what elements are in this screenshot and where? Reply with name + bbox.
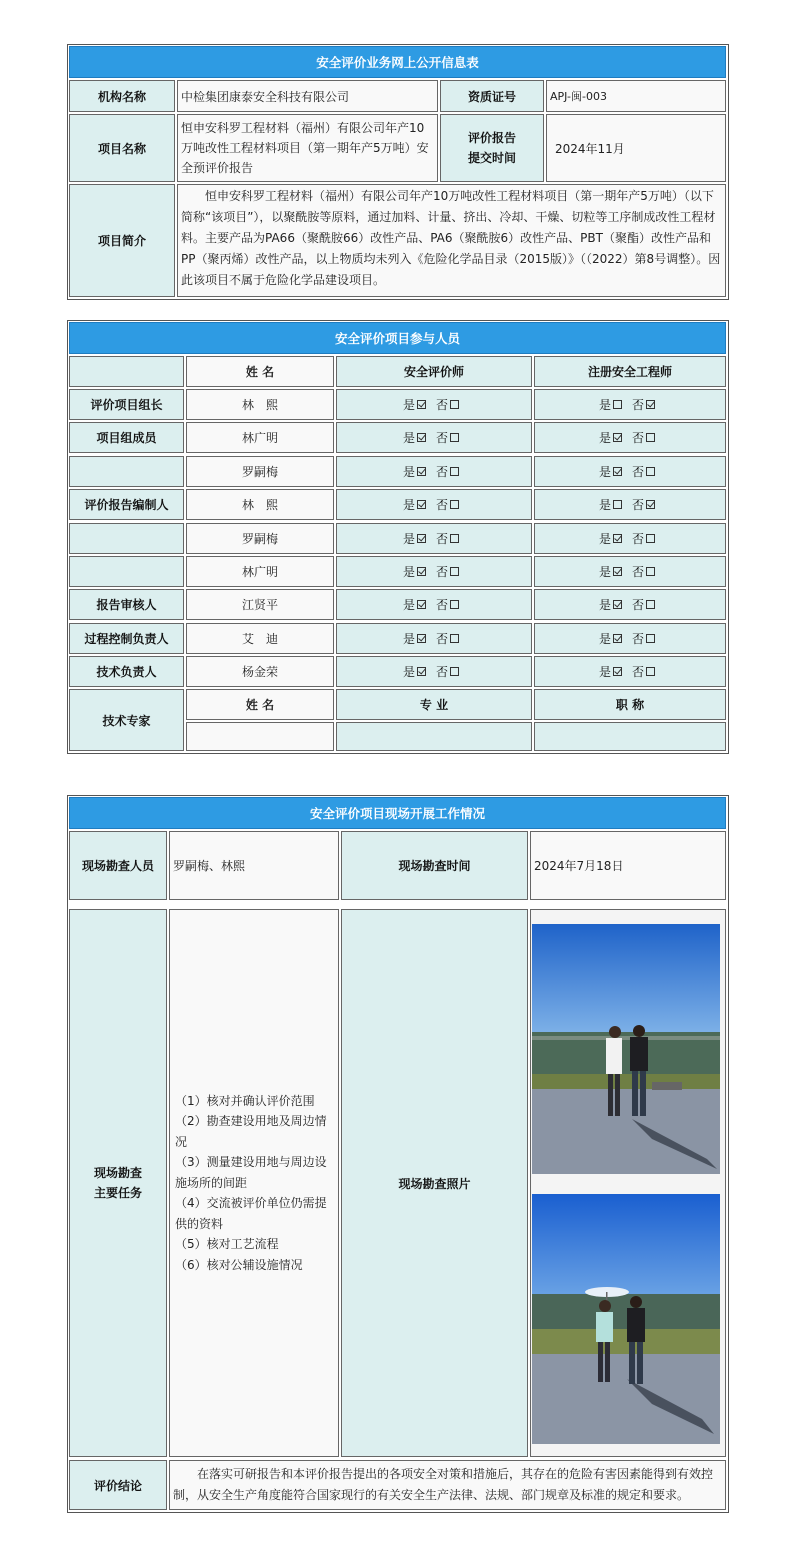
engineer-no-option bbox=[632, 496, 661, 513]
intro-text: 恒申安科罗工程材料（福州）有限公司年产10万吨改性工程材料项目（第一期年产5万吨）（以下简称“该项目”），以聚酰胺等原料，通过加料、计量、挤出、冷却、干燥、切粒等工序制成改性工程材料。主要产品为PA66（聚酰胺66）改性产品、PA6（聚酰胺6）改性产品、PBT（聚酯）改性产品和PP（聚丙烯）改性产品，以上物质均未列入《危险化学品目录（2015版）》（（2022）第8号调整）。因此该项目不属于危险化学品建设项目。 bbox=[181, 189, 721, 287]
assessor-no-option bbox=[436, 496, 465, 513]
photo-label: 现场勘查照片 bbox=[341, 909, 528, 1457]
empty-box-icon bbox=[450, 500, 459, 509]
task-items bbox=[173, 1091, 335, 1276]
engineer-yes-text: 是 bbox=[598, 431, 611, 445]
checked-box-icon bbox=[417, 667, 426, 676]
checked-box-icon bbox=[417, 467, 426, 476]
empty-box-icon bbox=[450, 467, 459, 476]
checked-box-icon bbox=[613, 467, 622, 476]
staff-engineer-cell bbox=[534, 389, 726, 420]
assessor-no-option bbox=[436, 463, 465, 480]
staff-table bbox=[67, 320, 729, 754]
staff-engineer-cell bbox=[534, 456, 726, 487]
expert-col-name: 姓 名 bbox=[186, 689, 334, 720]
engineer-no-option bbox=[632, 396, 661, 413]
engineer-yes-option bbox=[599, 596, 628, 613]
assessor-no-text: 否 bbox=[436, 632, 449, 646]
staff-engineer-cell bbox=[534, 623, 726, 654]
task-label bbox=[69, 909, 167, 1457]
staff-header-blank bbox=[69, 356, 184, 387]
task-item: （1）核对并确认评价范围 bbox=[175, 1093, 315, 1108]
staff-name: 林 熙 bbox=[186, 389, 334, 420]
cert-value: APJ-闽-003 bbox=[546, 80, 726, 112]
staff-engineer-cell bbox=[534, 556, 726, 587]
staff-engineer-cell bbox=[534, 422, 726, 453]
staff-role: 过程控制负责人 bbox=[69, 623, 184, 654]
checked-box-icon bbox=[417, 534, 426, 543]
task-list bbox=[169, 909, 339, 1457]
assessor-yes-text: 是 bbox=[402, 598, 415, 612]
task-label-line2: 主要任务 bbox=[93, 1186, 142, 1200]
engineer-no-text: 否 bbox=[632, 532, 645, 546]
intro-label: 项目简介 bbox=[69, 184, 175, 297]
engineer-no-option bbox=[632, 563, 661, 580]
staff-role: 技术负责人 bbox=[69, 656, 184, 687]
empty-box-icon bbox=[646, 667, 655, 676]
empty-box-icon bbox=[450, 667, 459, 676]
staff-col-name: 姓 名 bbox=[186, 356, 334, 387]
empty-box-icon bbox=[450, 400, 459, 409]
staff-role bbox=[69, 523, 184, 554]
staff-col-assessor: 安全评价师 bbox=[336, 356, 532, 387]
engineer-yes-text: 是 bbox=[598, 532, 611, 546]
engineer-yes-option bbox=[599, 663, 628, 680]
assessor-yes-text: 是 bbox=[402, 665, 415, 679]
site-table bbox=[67, 795, 729, 1513]
assessor-no-text: 否 bbox=[436, 431, 449, 445]
project-label: 项目名称 bbox=[69, 114, 175, 182]
assessor-yes-option bbox=[403, 630, 432, 647]
engineer-yes-text: 是 bbox=[598, 398, 611, 412]
expert-title-empty bbox=[534, 722, 726, 751]
staff-name: 罗嗣梅 bbox=[186, 523, 334, 554]
assessor-yes-option bbox=[403, 496, 432, 513]
engineer-yes-text: 是 bbox=[598, 498, 611, 512]
staff-role: 评价报告编制人 bbox=[69, 489, 184, 520]
assessor-yes-text: 是 bbox=[402, 431, 415, 445]
submit-value: 2024年11月 bbox=[546, 114, 726, 182]
staff-assessor-cell bbox=[336, 422, 532, 453]
checked-box-icon bbox=[417, 400, 426, 409]
empty-box-icon bbox=[450, 433, 459, 442]
assessor-yes-option bbox=[403, 563, 432, 580]
assessor-yes-text: 是 bbox=[402, 632, 415, 646]
empty-box-icon bbox=[450, 534, 459, 543]
engineer-yes-text: 是 bbox=[598, 632, 611, 646]
cert-label: 资质证号 bbox=[440, 80, 544, 112]
site-table-title: 安全评价项目现场开展工作情况 bbox=[69, 797, 726, 829]
staff-role bbox=[69, 556, 184, 587]
assessor-no-text: 否 bbox=[436, 565, 449, 579]
assessor-no-option bbox=[436, 563, 465, 580]
checked-box-icon bbox=[613, 534, 622, 543]
conclusion-text: 在落实可研报告和本评价报告提出的各项安全对策和措施后，其存在的危险有害因素能得到有效控制，从安全生产角度能符合国家现行的有关安全生产法律、法规、部门规章及标准的规定和要求。 bbox=[173, 1467, 714, 1502]
empty-box-icon bbox=[646, 600, 655, 609]
assessor-no-text: 否 bbox=[436, 398, 449, 412]
assessor-no-text: 否 bbox=[436, 598, 449, 612]
expert-label: 技术专家 bbox=[69, 689, 184, 751]
engineer-no-option bbox=[632, 630, 661, 647]
survey-time-label: 现场勘查时间 bbox=[341, 831, 528, 900]
staff-name: 江贤平 bbox=[186, 589, 334, 620]
staff-engineer-cell bbox=[534, 489, 726, 520]
engineer-yes-text: 是 bbox=[598, 465, 611, 479]
submit-label-line1: 评价报告 bbox=[467, 131, 516, 145]
empty-box-icon bbox=[646, 634, 655, 643]
intro-value bbox=[177, 184, 726, 297]
assessor-yes-text: 是 bbox=[402, 398, 415, 412]
staff-role: 项目组成员 bbox=[69, 422, 184, 453]
checked-box-icon bbox=[646, 400, 655, 409]
empty-box-icon bbox=[450, 600, 459, 609]
assessor-no-option bbox=[436, 429, 465, 446]
checked-box-icon bbox=[613, 634, 622, 643]
engineer-yes-option bbox=[599, 429, 628, 446]
checked-box-icon bbox=[417, 600, 426, 609]
staff-assessor-cell bbox=[336, 656, 532, 687]
task-item: （6）核对公辅设施情况 bbox=[175, 1257, 303, 1272]
staff-name: 艾 迪 bbox=[186, 623, 334, 654]
staff-assessor-cell bbox=[336, 456, 532, 487]
engineer-no-text: 否 bbox=[632, 398, 645, 412]
staff-engineer-cell bbox=[534, 589, 726, 620]
engineer-yes-text: 是 bbox=[598, 598, 611, 612]
project-value bbox=[177, 114, 438, 182]
engineer-no-text: 否 bbox=[632, 431, 645, 445]
expert-name-empty bbox=[186, 722, 334, 751]
engineer-no-text: 否 bbox=[632, 565, 645, 579]
assessor-yes-option bbox=[403, 596, 432, 613]
staff-name: 罗嗣梅 bbox=[186, 456, 334, 487]
assessor-no-text: 否 bbox=[436, 665, 449, 679]
engineer-no-option bbox=[632, 463, 661, 480]
empty-box-icon bbox=[646, 534, 655, 543]
checked-box-icon bbox=[613, 433, 622, 442]
checked-box-icon bbox=[417, 567, 426, 576]
info-table bbox=[67, 44, 729, 300]
assessor-yes-text: 是 bbox=[402, 498, 415, 512]
staff-name: 林 熙 bbox=[186, 489, 334, 520]
staff-col-engineer: 注册安全工程师 bbox=[534, 356, 726, 387]
staff-assessor-cell bbox=[336, 556, 532, 587]
staff-name: 杨金荣 bbox=[186, 656, 334, 687]
staff-table-title: 安全评价项目参与人员 bbox=[69, 322, 726, 354]
staff-role: 评价项目组长 bbox=[69, 389, 184, 420]
survey-staff-label: 现场勘查人员 bbox=[69, 831, 167, 900]
engineer-no-text: 否 bbox=[632, 632, 645, 646]
empty-box-icon bbox=[646, 567, 655, 576]
project-value-text: 恒申安科罗工程材料（福州）有限公司年产10万吨改性工程材料项目（第一期年产5万吨）安全预评价报告 bbox=[181, 121, 429, 175]
engineer-no-option bbox=[632, 596, 661, 613]
staff-engineer-cell bbox=[534, 656, 726, 687]
engineer-yes-text: 是 bbox=[598, 565, 611, 579]
expert-col-title: 职 称 bbox=[534, 689, 726, 720]
assessor-yes-option bbox=[403, 663, 432, 680]
engineer-no-text: 否 bbox=[632, 665, 645, 679]
staff-assessor-cell bbox=[336, 589, 532, 620]
assessor-no-text: 否 bbox=[436, 532, 449, 546]
assessor-yes-text: 是 bbox=[402, 532, 415, 546]
assessor-no-option bbox=[436, 630, 465, 647]
task-label-line1: 现场勘查 bbox=[93, 1166, 142, 1180]
engineer-yes-option bbox=[599, 563, 628, 580]
checked-box-icon bbox=[613, 567, 622, 576]
assessor-no-option bbox=[436, 596, 465, 613]
info-table-title: 安全评价业务网上公开信息表 bbox=[69, 46, 726, 78]
conclusion-value bbox=[169, 1460, 726, 1510]
task-item: （4）交流被评价单位仍需提供的资料 bbox=[175, 1196, 327, 1231]
task-item: （5）核对工艺流程 bbox=[175, 1237, 279, 1252]
task-item: （3）测量建设用地与周边设施场所的间距 bbox=[175, 1155, 327, 1190]
staff-role: 报告审核人 bbox=[69, 589, 184, 620]
assessor-yes-option bbox=[403, 429, 432, 446]
engineer-no-option bbox=[632, 530, 661, 547]
assessor-no-text: 否 bbox=[436, 465, 449, 479]
org-label: 机构名称 bbox=[69, 80, 175, 112]
survey-time-value: 2024年7月18日 bbox=[530, 831, 726, 900]
assessor-yes-option bbox=[403, 463, 432, 480]
task-item: （2）勘查建设用地及周边情况 bbox=[175, 1114, 327, 1149]
engineer-no-text: 否 bbox=[632, 465, 645, 479]
engineer-yes-option bbox=[599, 463, 628, 480]
empty-box-icon bbox=[613, 500, 622, 509]
assessor-yes-text: 是 bbox=[402, 465, 415, 479]
engineer-no-text: 否 bbox=[632, 498, 645, 512]
empty-box-icon bbox=[450, 567, 459, 576]
engineer-no-option bbox=[632, 429, 661, 446]
site-photo-2 bbox=[532, 1194, 720, 1444]
staff-name: 林广明 bbox=[186, 556, 334, 587]
empty-box-icon bbox=[450, 634, 459, 643]
staff-name: 林广明 bbox=[186, 422, 334, 453]
checked-box-icon bbox=[646, 500, 655, 509]
engineer-yes-text: 是 bbox=[598, 665, 611, 679]
assessor-yes-text: 是 bbox=[402, 565, 415, 579]
staff-engineer-cell bbox=[534, 523, 726, 554]
expert-col-major: 专 业 bbox=[336, 689, 532, 720]
engineer-no-text: 否 bbox=[632, 598, 645, 612]
engineer-yes-option bbox=[599, 496, 628, 513]
checked-box-icon bbox=[417, 433, 426, 442]
assessor-yes-option bbox=[403, 396, 432, 413]
engineer-yes-option bbox=[599, 530, 628, 547]
staff-assessor-cell bbox=[336, 623, 532, 654]
expert-major-empty bbox=[336, 722, 532, 751]
submit-label bbox=[440, 114, 544, 182]
checked-box-icon bbox=[417, 634, 426, 643]
assessor-no-text: 否 bbox=[436, 498, 449, 512]
checked-box-icon bbox=[613, 600, 622, 609]
assessor-no-option bbox=[436, 663, 465, 680]
engineer-yes-option bbox=[599, 396, 628, 413]
submit-label-line2: 提交时间 bbox=[467, 151, 516, 165]
assessor-no-option bbox=[436, 530, 465, 547]
survey-staff-value: 罗嗣梅、林熙 bbox=[169, 831, 339, 900]
checked-box-icon bbox=[613, 667, 622, 676]
engineer-no-option bbox=[632, 663, 661, 680]
empty-box-icon bbox=[646, 433, 655, 442]
empty-box-icon bbox=[646, 467, 655, 476]
staff-role bbox=[69, 456, 184, 487]
staff-assessor-cell bbox=[336, 389, 532, 420]
org-value: 中检集团康泰安全科技有限公司 bbox=[177, 80, 438, 112]
assessor-yes-option bbox=[403, 530, 432, 547]
staff-assessor-cell bbox=[336, 523, 532, 554]
engineer-yes-option bbox=[599, 630, 628, 647]
staff-assessor-cell bbox=[336, 489, 532, 520]
conclusion-label: 评价结论 bbox=[69, 1460, 167, 1510]
checked-box-icon bbox=[417, 500, 426, 509]
site-photo-1 bbox=[532, 924, 720, 1174]
assessor-no-option bbox=[436, 396, 465, 413]
empty-box-icon bbox=[613, 400, 622, 409]
